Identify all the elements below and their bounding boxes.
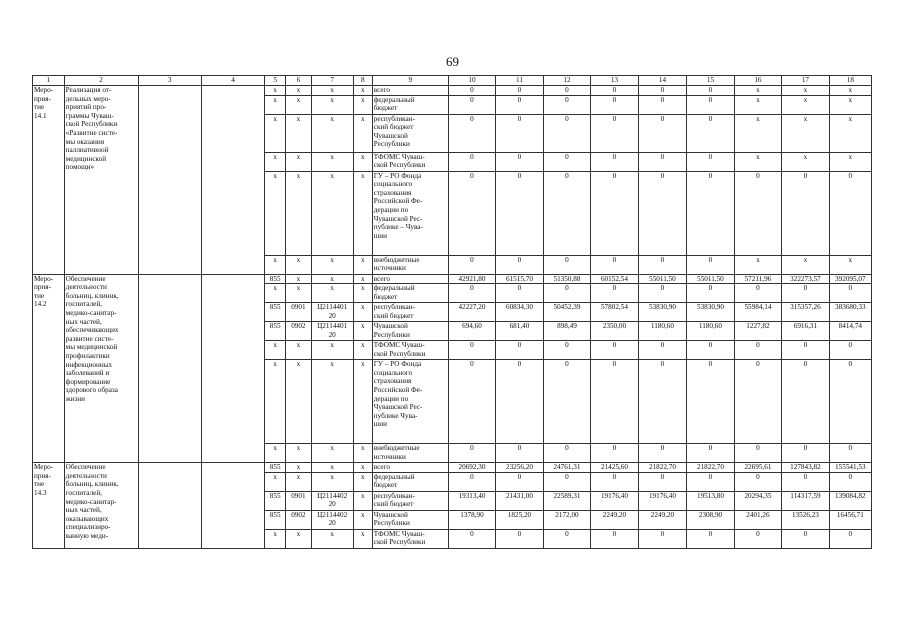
year-value-cell: 0 — [782, 444, 829, 463]
year-value-cell: 42227,20 — [448, 303, 495, 322]
gr-code-cell: x — [265, 95, 286, 114]
year-value-cell: 20692,30 — [448, 463, 495, 473]
year-value-cell: 0 — [638, 171, 687, 255]
year-value-cell: 0 — [638, 444, 687, 463]
year-value-cell: 0 — [496, 341, 543, 360]
measure-label: Меро- прия- тие 14.3 — [33, 463, 65, 549]
year-value-cell: 0 — [638, 114, 687, 152]
expense-type-cell: x — [353, 255, 372, 274]
year-value-cell: 0 — [591, 114, 638, 152]
header-cell: 17 — [782, 76, 829, 86]
year-value-cell: 315357,26 — [782, 303, 829, 322]
year-value-cell: 0 — [638, 529, 687, 548]
header-cell: 5 — [265, 76, 286, 86]
year-value-cell: 0 — [782, 171, 829, 255]
header-cell: 15 — [687, 76, 734, 86]
table-row — [33, 463, 872, 473]
column-4-cell — [201, 86, 264, 275]
column-3-cell — [138, 463, 201, 549]
year-value-cell: 0 — [591, 472, 638, 491]
year-value-cell: 0 — [448, 255, 495, 274]
budget-table — [32, 75, 872, 549]
year-value-cell: 42921,80 — [448, 274, 495, 284]
year-value-cell: 0 — [496, 255, 543, 274]
year-value-cell: 0 — [829, 472, 871, 491]
year-value-cell: 2249,20 — [638, 510, 687, 529]
section-code-cell: x — [286, 360, 311, 444]
expense-type-cell: x — [353, 341, 372, 360]
year-value-cell: 0 — [638, 152, 687, 171]
year-value-cell: 1180,60 — [638, 322, 687, 341]
table-row — [33, 86, 872, 96]
page-number: 69 — [446, 54, 459, 69]
year-value-cell: 0 — [543, 472, 590, 491]
funding-source-cell: ГУ – РО Фонда социального страхования Российской Фе- дерации по Чувашской Рес- публике – Чува- шии — [372, 171, 448, 255]
header-cell: 14 — [638, 76, 687, 86]
year-value-cell: 2308,90 — [687, 510, 734, 529]
measure-title: Реализация от- дельных меро- приятий про- граммы Чуваш- ской Республики «Развитие систе- мы оказания паллиативной медицинской помощи» — [64, 86, 138, 275]
year-value-cell: 21431,00 — [496, 491, 543, 510]
funding-source-cell: ТФОМС Чуваш- ской Республики — [372, 341, 448, 360]
section-code-cell: x — [286, 86, 311, 96]
year-value-cell: 0 — [687, 171, 734, 255]
year-value-cell: 0 — [448, 472, 495, 491]
year-value-cell: 0 — [782, 529, 829, 548]
year-value-cell: 0 — [543, 284, 590, 303]
measure-title: Обеспечение деятельности больниц, клиник, госпиталей, медико-санитар- ных частей, оказывающих специализиро- ванную меди- — [64, 463, 138, 549]
year-value-cell: 2172,00 — [543, 510, 590, 529]
funding-source-cell: всего — [372, 274, 448, 284]
year-value-cell: 0 — [829, 529, 871, 548]
gr-code-cell: x — [265, 86, 286, 96]
year-value-cell: 19176,40 — [638, 491, 687, 510]
year-value-cell: x — [782, 152, 829, 171]
target-article-cell: Ц2114402 20 — [311, 510, 353, 529]
expense-type-cell: x — [353, 284, 372, 303]
gr-code-cell: x — [265, 444, 286, 463]
section-code-cell: x — [286, 472, 311, 491]
year-value-cell: x — [829, 255, 871, 274]
year-value-cell: x — [782, 255, 829, 274]
year-value-cell: 0 — [496, 529, 543, 548]
year-value-cell: 0 — [591, 255, 638, 274]
funding-source-cell: республикан- ский бюджет — [372, 491, 448, 510]
year-value-cell: 0 — [543, 95, 590, 114]
gr-code-cell: x — [265, 171, 286, 255]
expense-type-cell: x — [353, 171, 372, 255]
header-cell: 1 — [33, 76, 65, 86]
year-value-cell: 50452,39 — [543, 303, 590, 322]
year-value-cell: 0 — [496, 171, 543, 255]
year-value-cell: 24761,31 — [543, 463, 590, 473]
year-value-cell: 322273,57 — [782, 274, 829, 284]
year-value-cell: x — [734, 95, 781, 114]
target-article-cell: x — [311, 86, 353, 96]
section-code-cell: x — [286, 255, 311, 274]
year-value-cell: 2401,26 — [734, 510, 781, 529]
target-article-cell: x — [311, 463, 353, 473]
year-value-cell: x — [829, 95, 871, 114]
year-value-cell: 0 — [591, 86, 638, 96]
measure-label: Меро- прия- тие 14.2 — [33, 274, 65, 463]
year-value-cell: x — [829, 152, 871, 171]
year-value-cell: 0 — [543, 341, 590, 360]
funding-source-cell: ГУ – РО Фонда социального страхования Российской Фе- дерации по Чувашской Рес- публике Чува- шии — [372, 360, 448, 444]
header-cell: 9 — [372, 76, 448, 86]
section-code-cell: x — [286, 529, 311, 548]
year-value-cell: 0 — [687, 255, 734, 274]
year-value-cell: 0 — [591, 341, 638, 360]
gr-code-cell: x — [265, 360, 286, 444]
year-value-cell: 55984,14 — [734, 303, 781, 322]
year-value-cell: 21425,60 — [591, 463, 638, 473]
target-article-cell: Ц2114402 20 — [311, 491, 353, 510]
gr-code-cell: 855 — [265, 322, 286, 341]
year-value-cell: 0 — [543, 360, 590, 444]
year-value-cell: 0 — [496, 95, 543, 114]
year-value-cell: 0 — [829, 341, 871, 360]
funding-source-cell: республикан- ский бюджет Чувашской Республики — [372, 114, 448, 152]
year-value-cell: 57802,54 — [591, 303, 638, 322]
year-value-cell: 20294,35 — [734, 491, 781, 510]
year-value-cell: x — [734, 152, 781, 171]
year-value-cell: 0 — [687, 86, 734, 96]
year-value-cell: 1378,90 — [448, 510, 495, 529]
year-value-cell: 0 — [638, 341, 687, 360]
header-cell: 4 — [201, 76, 264, 86]
funding-source-cell: Чувашской Республики — [372, 510, 448, 529]
year-value-cell: x — [782, 114, 829, 152]
year-value-cell: 19513,80 — [687, 491, 734, 510]
year-value-cell: 0 — [829, 284, 871, 303]
section-code-cell: x — [286, 463, 311, 473]
gr-code-cell: x — [265, 152, 286, 171]
expense-type-cell: x — [353, 491, 372, 510]
year-value-cell: 0 — [496, 360, 543, 444]
year-value-cell: x — [829, 86, 871, 96]
year-value-cell: 0 — [829, 444, 871, 463]
year-value-cell: x — [782, 95, 829, 114]
year-value-cell: 0 — [496, 152, 543, 171]
year-value-cell: 0 — [734, 360, 781, 444]
target-article-cell: x — [311, 152, 353, 171]
section-code-cell: 0902 — [286, 322, 311, 341]
column-4-cell — [201, 463, 264, 549]
funding-source-cell: всего — [372, 86, 448, 96]
year-value-cell: 898,49 — [543, 322, 590, 341]
target-article-cell: x — [311, 444, 353, 463]
year-value-cell: 0 — [543, 114, 590, 152]
year-value-cell: 0 — [687, 152, 734, 171]
target-article-cell: x — [311, 274, 353, 284]
funding-source-cell: ТФОМС Чуваш- ской Республики — [372, 152, 448, 171]
section-code-cell: x — [286, 95, 311, 114]
section-code-cell: 0901 — [286, 491, 311, 510]
header-cell: 16 — [734, 76, 781, 86]
column-3-cell — [138, 274, 201, 463]
year-value-cell: 0 — [734, 472, 781, 491]
target-article-cell: x — [311, 472, 353, 491]
year-value-cell: 0 — [638, 360, 687, 444]
year-value-cell: 127843,82 — [782, 463, 829, 473]
header-row — [33, 76, 872, 86]
year-value-cell: 0 — [543, 529, 590, 548]
header-cell: 8 — [353, 76, 372, 86]
year-value-cell: 53830,90 — [687, 303, 734, 322]
year-value-cell: 0 — [591, 171, 638, 255]
expense-type-cell: x — [353, 444, 372, 463]
expense-type-cell: x — [353, 114, 372, 152]
funding-source-cell: республикан- ский бюджет — [372, 303, 448, 322]
funding-source-cell: внебюджетные источники — [372, 255, 448, 274]
year-value-cell: 0 — [829, 171, 871, 255]
expense-type-cell: x — [353, 95, 372, 114]
year-value-cell: 0 — [687, 529, 734, 548]
year-value-cell: 21822,70 — [687, 463, 734, 473]
year-value-cell: 0 — [496, 86, 543, 96]
section-code-cell: 0902 — [286, 510, 311, 529]
target-article-cell: Ц2114401 20 — [311, 322, 353, 341]
year-value-cell: 16456,71 — [829, 510, 871, 529]
header-cell: 3 — [138, 76, 201, 86]
year-value-cell: 0 — [734, 341, 781, 360]
year-value-cell: 8414,74 — [829, 322, 871, 341]
year-value-cell: 51350,88 — [543, 274, 590, 284]
expense-type-cell: x — [353, 322, 372, 341]
year-value-cell: 0 — [448, 529, 495, 548]
year-value-cell: x — [734, 114, 781, 152]
year-value-cell: 0 — [782, 341, 829, 360]
year-value-cell: 0 — [496, 444, 543, 463]
year-value-cell: 22589,31 — [543, 491, 590, 510]
section-code-cell: x — [286, 341, 311, 360]
year-value-cell: 6916,31 — [782, 322, 829, 341]
header-cell: 11 — [496, 76, 543, 86]
year-value-cell: 1825,20 — [496, 510, 543, 529]
year-value-cell: 0 — [591, 360, 638, 444]
gr-code-cell: 855 — [265, 303, 286, 322]
year-value-cell: 0 — [638, 86, 687, 96]
section-code-cell: x — [286, 274, 311, 284]
year-value-cell: 0 — [448, 341, 495, 360]
year-value-cell: 0 — [448, 284, 495, 303]
gr-code-cell: x — [265, 529, 286, 548]
year-value-cell: 0 — [829, 360, 871, 444]
year-value-cell: 392095,07 — [829, 274, 871, 284]
year-value-cell: 0 — [782, 472, 829, 491]
year-value-cell: x — [734, 86, 781, 96]
year-value-cell: 155541,53 — [829, 463, 871, 473]
gr-code-cell: x — [265, 255, 286, 274]
year-value-cell: 0 — [734, 284, 781, 303]
year-value-cell: 0 — [687, 341, 734, 360]
year-value-cell: 0 — [448, 114, 495, 152]
year-value-cell: 19176,40 — [591, 491, 638, 510]
column-3-cell — [138, 86, 201, 275]
gr-code-cell: 855 — [265, 491, 286, 510]
year-value-cell: 2350,00 — [591, 322, 638, 341]
year-value-cell: 19313,40 — [448, 491, 495, 510]
gr-code-cell: x — [265, 472, 286, 491]
measure-label: Меро- прия- тие 14.1 — [33, 86, 65, 275]
year-value-cell: 0 — [448, 95, 495, 114]
funding-source-cell: федеральный бюджет — [372, 472, 448, 491]
year-value-cell: 0 — [448, 444, 495, 463]
year-value-cell: 114317,59 — [782, 491, 829, 510]
year-value-cell: 23256,20 — [496, 463, 543, 473]
year-value-cell: 0 — [687, 114, 734, 152]
header-cell: 2 — [64, 76, 138, 86]
year-value-cell: 0 — [638, 284, 687, 303]
expense-type-cell: x — [353, 463, 372, 473]
target-article-cell: x — [311, 341, 353, 360]
year-value-cell: 1227,82 — [734, 322, 781, 341]
section-code-cell: x — [286, 114, 311, 152]
year-value-cell: x — [734, 255, 781, 274]
year-value-cell: 13526,23 — [782, 510, 829, 529]
year-value-cell: 0 — [734, 529, 781, 548]
year-value-cell: 0 — [543, 255, 590, 274]
year-value-cell: 0 — [687, 444, 734, 463]
gr-code-cell: x — [265, 341, 286, 360]
year-value-cell: 0 — [734, 444, 781, 463]
header-cell: 12 — [543, 76, 590, 86]
section-code-cell: x — [286, 152, 311, 171]
year-value-cell: 0 — [591, 284, 638, 303]
target-article-cell: x — [311, 95, 353, 114]
year-value-cell: 383680,33 — [829, 303, 871, 322]
year-value-cell: 0 — [591, 95, 638, 114]
section-code-cell: x — [286, 171, 311, 255]
year-value-cell: 21822,70 — [638, 463, 687, 473]
funding-source-cell: внебюджетные источники — [372, 444, 448, 463]
year-value-cell: 681,40 — [496, 322, 543, 341]
year-value-cell: 0 — [734, 171, 781, 255]
expense-type-cell: x — [353, 86, 372, 96]
measure-title: Обеспечение деятельности больниц, клиник, госпиталей, медико-санитар- ных частей, обеспечивающих развитие систе- мы медицинской профилактики инфекционных заболеваний и формирование здорового образа жизни — [64, 274, 138, 463]
year-value-cell: 57211,96 — [734, 274, 781, 284]
header-cell: 7 — [311, 76, 353, 86]
expense-type-cell: x — [353, 529, 372, 548]
gr-code-cell: x — [265, 114, 286, 152]
expense-type-cell: x — [353, 303, 372, 322]
header-cell: 18 — [829, 76, 871, 86]
year-value-cell: 55011,50 — [638, 274, 687, 284]
year-value-cell: 0 — [543, 152, 590, 171]
year-value-cell: 0 — [496, 472, 543, 491]
year-value-cell: 0 — [448, 86, 495, 96]
gr-code-cell: x — [265, 284, 286, 303]
expense-type-cell: x — [353, 152, 372, 171]
year-value-cell: 60834,30 — [496, 303, 543, 322]
year-value-cell: 0 — [591, 529, 638, 548]
target-article-cell: x — [311, 529, 353, 548]
year-value-cell: 0 — [448, 360, 495, 444]
funding-source-cell: федеральный бюджет — [372, 284, 448, 303]
table-row — [33, 274, 872, 284]
year-value-cell: 55011,50 — [687, 274, 734, 284]
year-value-cell: 0 — [543, 171, 590, 255]
year-value-cell: 53830,90 — [638, 303, 687, 322]
year-value-cell: 0 — [496, 114, 543, 152]
year-value-cell: 0 — [687, 472, 734, 491]
funding-source-cell: Чувашской Республики — [372, 322, 448, 341]
year-value-cell: x — [782, 86, 829, 96]
year-value-cell: x — [829, 114, 871, 152]
year-value-cell: 0 — [543, 86, 590, 96]
funding-source-cell: всего — [372, 463, 448, 473]
gr-code-cell: 855 — [265, 463, 286, 473]
target-article-cell: x — [311, 360, 353, 444]
year-value-cell: 0 — [638, 95, 687, 114]
expense-type-cell: x — [353, 360, 372, 444]
column-4-cell — [201, 274, 264, 463]
year-value-cell: 61515,70 — [496, 274, 543, 284]
gr-code-cell: 855 — [265, 274, 286, 284]
target-article-cell: x — [311, 255, 353, 274]
target-article-cell: x — [311, 171, 353, 255]
header-cell: 13 — [591, 76, 638, 86]
year-value-cell: 0 — [591, 152, 638, 171]
year-value-cell: 694,60 — [448, 322, 495, 341]
gr-code-cell: 855 — [265, 510, 286, 529]
year-value-cell: 0 — [543, 444, 590, 463]
year-value-cell: 0 — [448, 152, 495, 171]
year-value-cell: 0 — [782, 360, 829, 444]
year-value-cell: 0 — [496, 284, 543, 303]
section-code-cell: x — [286, 284, 311, 303]
year-value-cell: 1180,60 — [687, 322, 734, 341]
expense-type-cell: x — [353, 472, 372, 491]
header-cell: 10 — [448, 76, 495, 86]
target-article-cell: x — [311, 114, 353, 152]
funding-source-cell: ТФОМС Чуваш- ской Республики — [372, 529, 448, 548]
year-value-cell: 0 — [687, 95, 734, 114]
funding-source-cell: федеральный бюджет — [372, 95, 448, 114]
year-value-cell: 139084,82 — [829, 491, 871, 510]
year-value-cell: 22695,61 — [734, 463, 781, 473]
year-value-cell: 0 — [638, 472, 687, 491]
year-value-cell: 0 — [638, 255, 687, 274]
section-code-cell: x — [286, 444, 311, 463]
year-value-cell: 60152,54 — [591, 274, 638, 284]
expense-type-cell: x — [353, 274, 372, 284]
year-value-cell: 0 — [687, 284, 734, 303]
target-article-cell: Ц2114401 20 — [311, 303, 353, 322]
expense-type-cell: x — [353, 510, 372, 529]
target-article-cell: x — [311, 284, 353, 303]
year-value-cell: 0 — [687, 360, 734, 444]
year-value-cell: 0 — [448, 171, 495, 255]
year-value-cell: 0 — [782, 284, 829, 303]
section-code-cell: 0901 — [286, 303, 311, 322]
header-cell: 6 — [286, 76, 311, 86]
year-value-cell: 0 — [591, 444, 638, 463]
year-value-cell: 2249,20 — [591, 510, 638, 529]
